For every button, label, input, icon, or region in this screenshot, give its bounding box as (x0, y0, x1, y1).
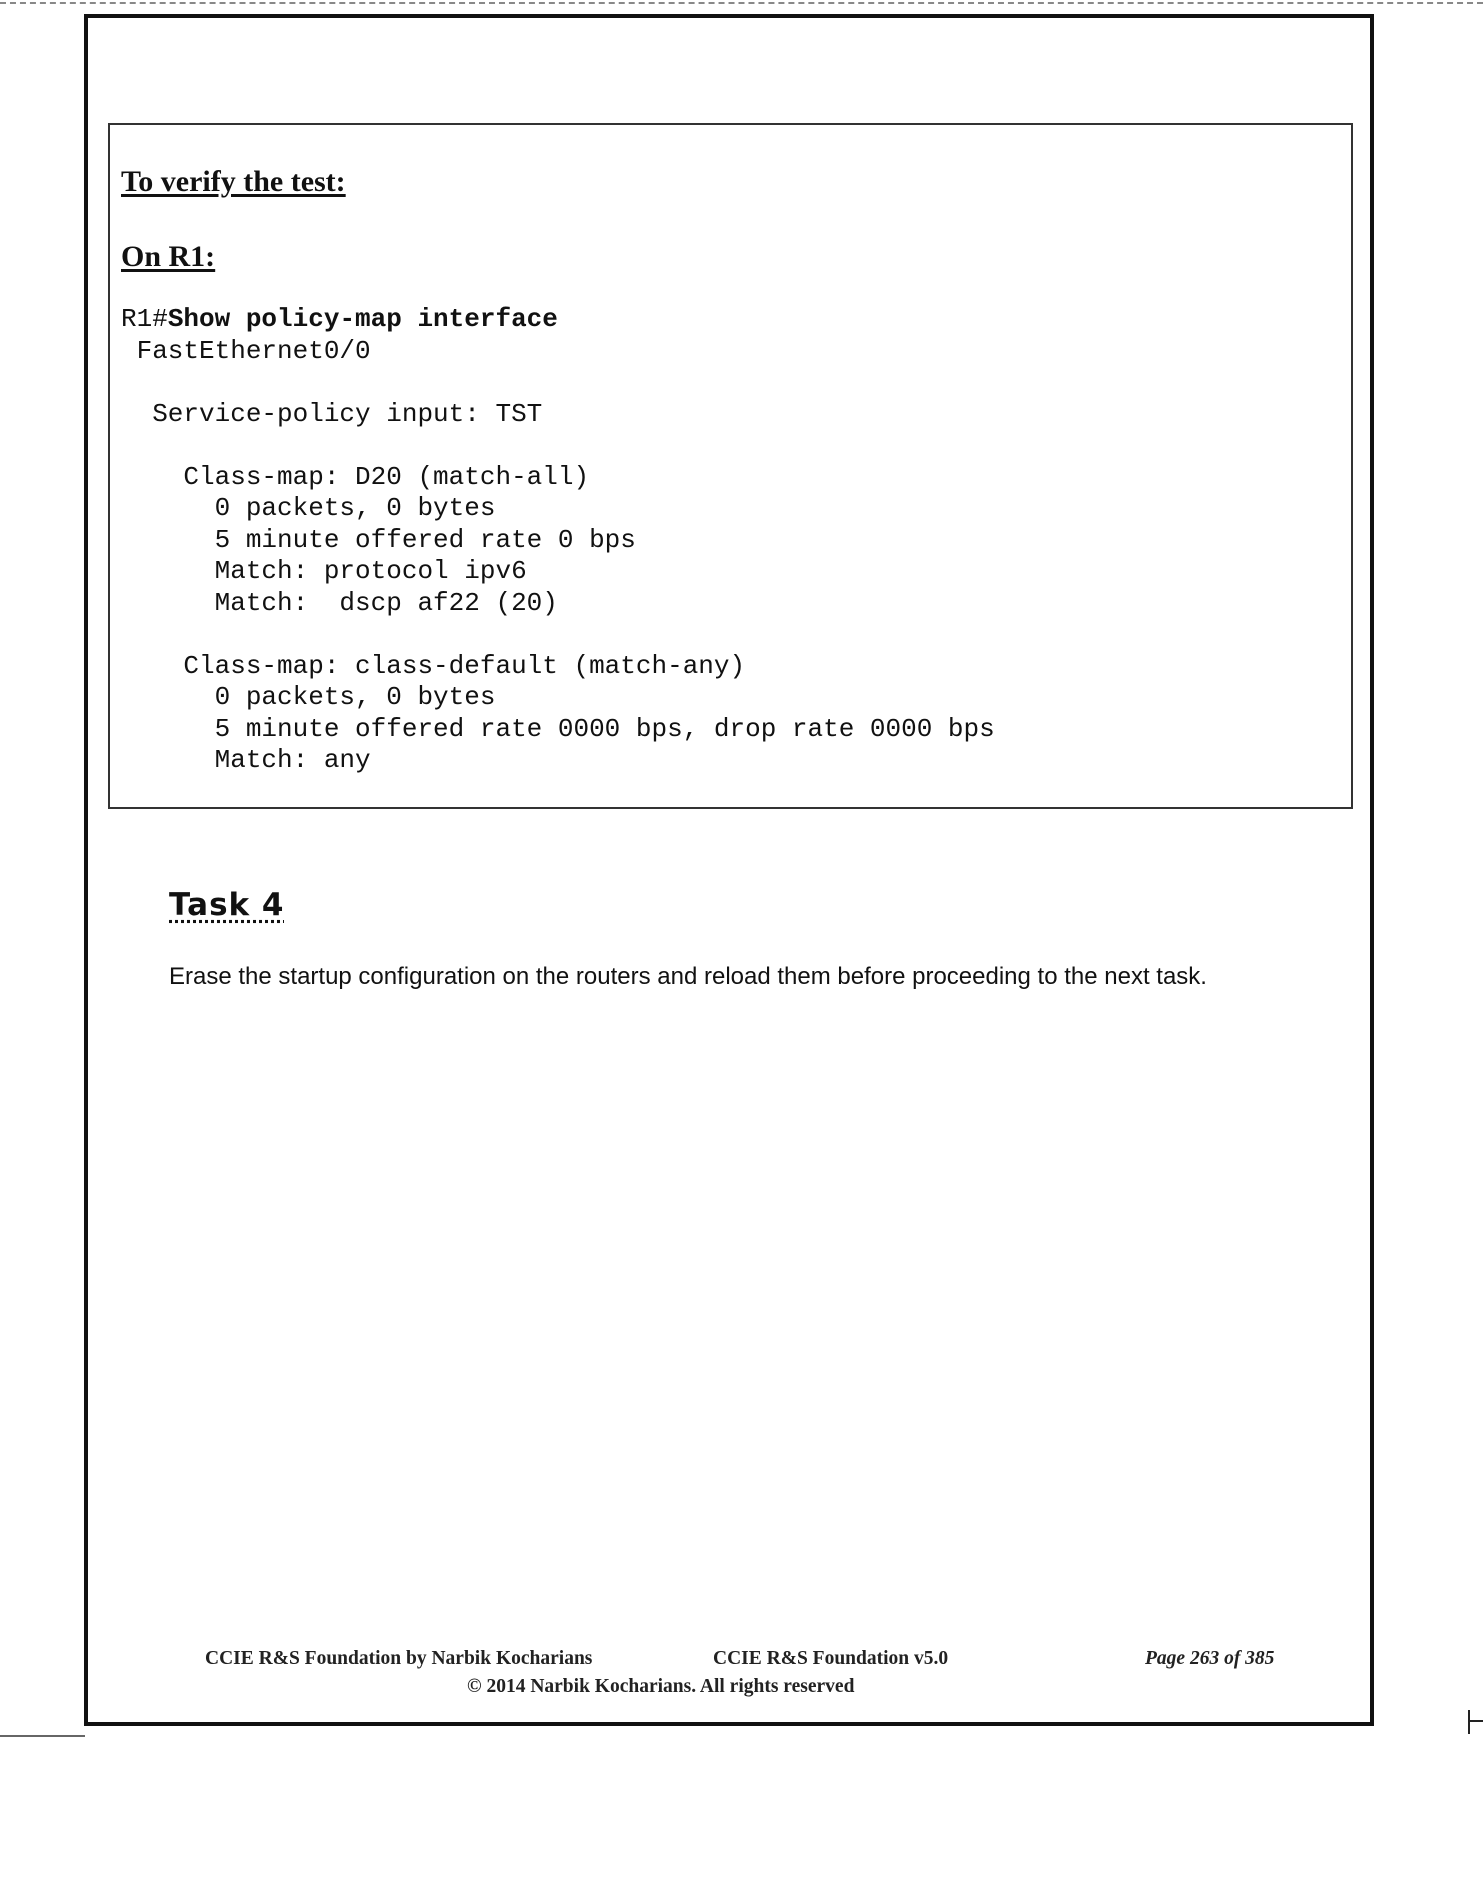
scan-artifact-left (0, 1735, 85, 1737)
footer-page-number: Page 263 of 385 (1145, 1648, 1275, 1669)
cli-output-line (121, 619, 995, 651)
scan-artifact-top (0, 2, 1483, 4)
cli-output-line: 5 minute offered rate 0 bps (121, 524, 636, 555)
cli-output-line: Match: any (121, 745, 371, 775)
task-title: Task 4 (169, 887, 285, 923)
cli-output-line (121, 367, 995, 399)
cli-output-line: Class-map: class-default (match-any) (121, 650, 746, 681)
cli-output-line: 5 minute offered rate 0000 bps, drop rate 0000 bps (121, 713, 995, 744)
cli-command-line (121, 304, 995, 336)
cli-output-line: FastEthernet0/0 (121, 335, 371, 366)
verify-heading: To verify the test: (121, 165, 346, 198)
cli-output-line: 0 packets, 0 bytes (121, 493, 496, 523)
footer-book-title: CCIE R&S Foundation v5.0 (713, 1648, 949, 1669)
cli-prompt: R1# (121, 304, 168, 334)
cli-output-lines (121, 336, 995, 777)
cli-output-line: Class-map: D20 (match-all) (121, 461, 590, 492)
cli-output-line: 0 packets, 0 bytes (121, 682, 496, 712)
cli-output-line: Service-policy input: TST (121, 398, 543, 429)
task-description: Erase the startup configuration on the routers and reload them before proceeding to the next task. (169, 963, 1207, 990)
footer-author: CCIE R&S Foundation by Narbik Kocharians (205, 1648, 593, 1669)
router-heading: On R1: (121, 240, 216, 273)
cli-output (121, 304, 995, 777)
scan-artifact-right (1468, 1710, 1483, 1734)
cli-output-line (121, 430, 995, 462)
cli-output-line: Match: dscp af22 (20) (121, 587, 558, 618)
cli-output-line: Match: protocol ipv6 (121, 556, 527, 586)
footer-copyright: © 2014 Narbik Kocharians. All rights reserved (467, 1676, 855, 1697)
cli-command: Show policy-map interface (167, 304, 558, 334)
